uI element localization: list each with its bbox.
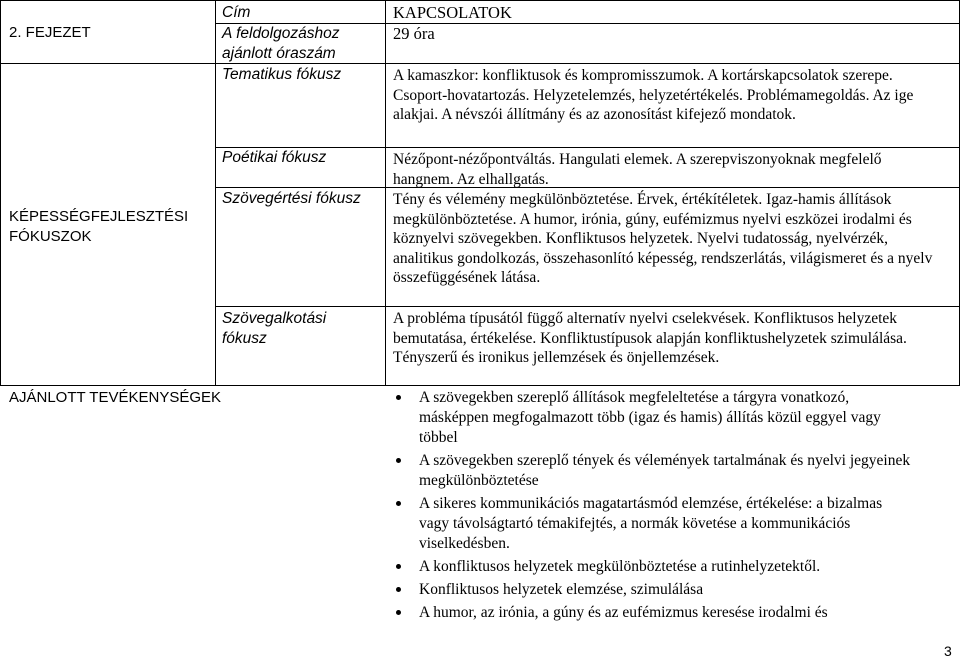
list-item: A szövegekben szereplő tények és vélemények tartalmának és nyelvi jegyeinek megkülönböztetése — [394, 451, 914, 491]
thematic-label: Tematikus fókusz — [222, 66, 342, 83]
list-item: A humor, az irónia, a gúny és az eufémizmus keresése irodalmi és — [394, 603, 914, 623]
title-value: KAPCSOLATOK — [393, 3, 512, 22]
composition-value: A probléma típusától függő alternatív nyelvi cselekvések. Konfliktusos helyzetek bemutatása, értékelése. Konfliktustípusok alapján konfliktushelyzetek szimulálása. Tényszerű és ironikus jellemzések és önjellemzések. — [393, 310, 907, 367]
bullet-icon — [396, 587, 401, 592]
bullet-icon — [396, 564, 401, 569]
comprehension-label: Szövegértési fókusz — [222, 190, 361, 207]
title-label: Cím — [222, 4, 251, 21]
bullet-icon — [396, 458, 401, 463]
composition-label: Szövegalkotási fókusz — [222, 310, 327, 347]
table-line — [0, 0, 1, 385]
thematic-value: A kamaszkor: konfliktusok és kompromisszumok. A kortárskapcsolatok szerepe. Csoport-hovatartozás. Helyzetelemzés, helyzetértékelés. Problémamegoldás. Az ige alakjai. A névszói állítmány és az azonosítást kifejező mondatok. — [393, 67, 914, 124]
bullet-icon — [396, 501, 401, 506]
list-item: Konfliktusos helyzetek elemzése, szimulálása — [394, 580, 914, 600]
table-line — [0, 63, 960, 64]
list-item: A sikeres kommunikációs magatartásmód elemzése, értékelése: a bizalmas vagy távolságtartó témakifejtés, a normák követése a kommunikációs viselkedésben. — [394, 494, 914, 554]
table-line — [215, 147, 960, 148]
table-line — [0, 0, 960, 1]
list-item: A szövegekben szereplő állítások megfeleltetése a tárgyra vonatkozó, másképpen megfogalmazott több (igaz és hamis) állítás közül eggyel vagy többel — [394, 388, 914, 448]
focus-group-label: KÉPESSÉGFEJLESZTÉSI FÓKUSZOK — [9, 208, 189, 245]
poetic-label: Poétikai fókusz — [222, 149, 327, 166]
bullet-icon — [396, 395, 401, 400]
hours-value: 29 óra — [393, 24, 435, 43]
activities-list — [394, 388, 914, 626]
table-line — [0, 385, 960, 386]
table-line — [215, 0, 216, 385]
poetic-value: Nézőpont-nézőpontváltás. Hangulati elemek. A szerepviszonyoknak megfelelő hangnem. Az elhallgatás. — [393, 151, 882, 188]
bullet-icon — [396, 610, 401, 615]
page-number: 3 — [944, 643, 952, 659]
table-line — [215, 306, 960, 307]
comprehension-value: Tény és vélemény megkülönböztetése. Érvek, értékítéletek. Igaz-hamis állítások megkülönböztetése. A humor, irónia, gúny, eufémizmus nyelvi eszközei irodalmi és köznyelvi szövegekben. Konfliktusos helyzetek. Nyelvi tudatosság, nyelvérzék, analitikus gondolkozás, összehasonlító képesség, rendszerlátás, világismeret és a nyelv összefüggésének látása. — [393, 191, 933, 287]
chapter-label: 2. FEJEZET — [9, 24, 91, 41]
activities-label: AJÁNLOTT TEVÉKENYSÉGEK — [9, 389, 222, 406]
hours-label: A feldolgozáshoz ajánlott óraszám — [222, 25, 340, 62]
list-item: A konfliktusos helyzetek megkülönböztetése a rutinhelyzetektől. — [394, 557, 914, 577]
table-line — [385, 0, 386, 385]
